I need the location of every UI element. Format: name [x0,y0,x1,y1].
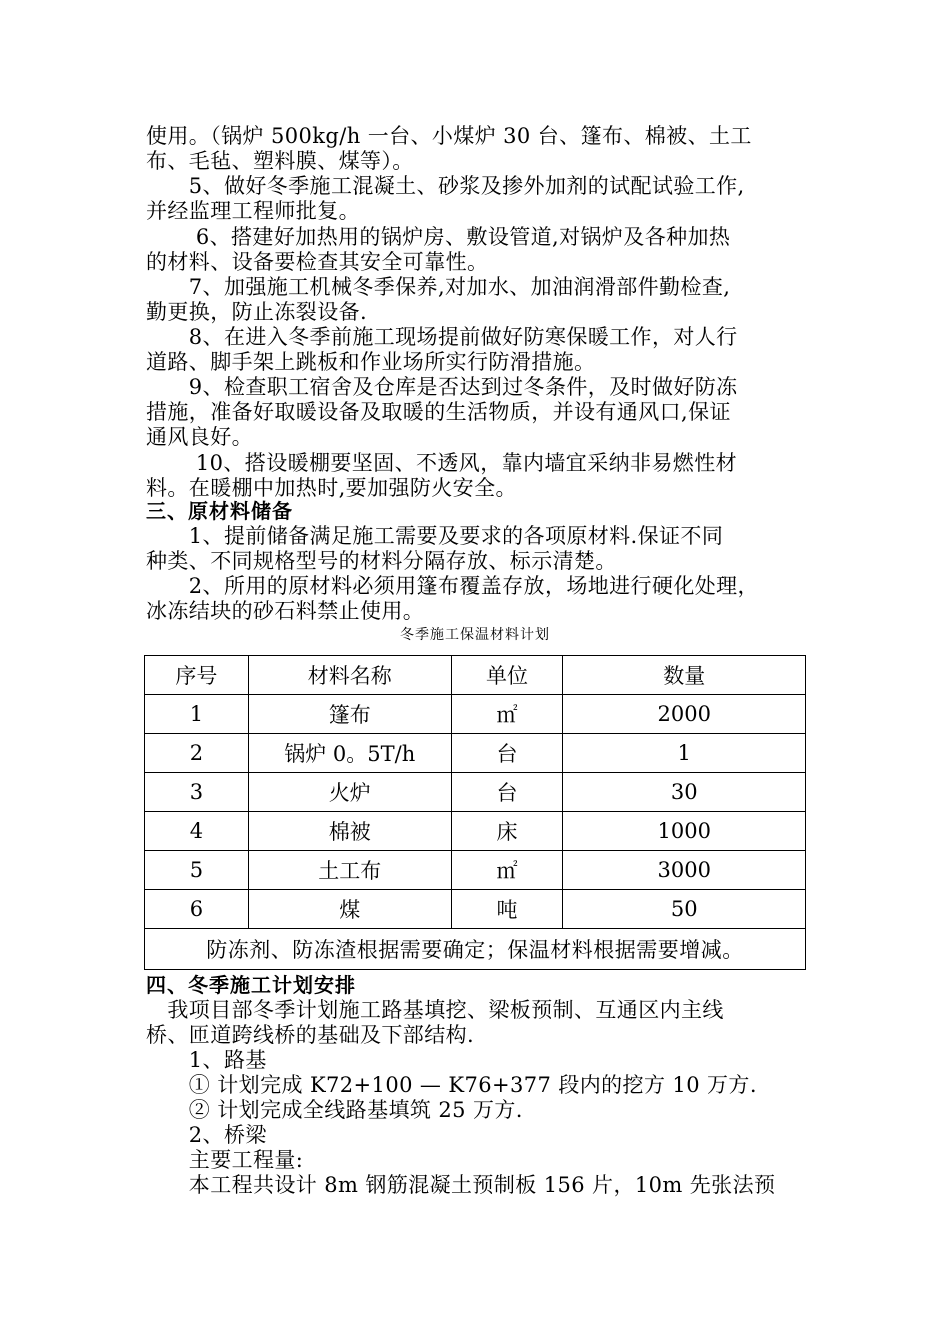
table-row [145,734,806,773]
table-cell: 3 [145,773,249,812]
paragraph-line: 通风良好。 [146,425,253,449]
paragraph-line: 的材料、设备要检查其安全可靠性。 [146,250,489,274]
table-cell: 3000 [563,851,806,890]
table-cell: 吨 [451,890,563,929]
paragraph-line: 我项目部冬季计划施工路基填挖、梁板预制、互通区内主线 [146,998,724,1022]
table-cell: 土工布 [248,851,451,890]
paragraph-line: 料。在暖棚中加热时,要加强防火安全。 [146,476,517,500]
table-header-row [145,656,806,695]
paragraph-line: 本工程共设计 8m 钢筋混凝土预制板 156 片，10m 先张法预 [146,1173,776,1197]
table-cell: 30 [563,773,806,812]
paragraph-line: 勤更换，防止冻裂设备. [146,300,368,324]
paragraph-line: 桥、匝道跨线桥的基础及下部结构. [146,1023,475,1047]
table-cell: 煤 [248,890,451,929]
table-row [145,890,806,929]
paragraph-line: 使用。（锅炉 500kg/h 一台、小煤炉 30 台、篷布、棉被、土工 [146,124,752,148]
table-cell: 6 [145,890,249,929]
table-note: 防冻剂、防冻渣根据需要确定；保温材料根据需要增减。 [145,929,806,970]
table-cell: 2000 [563,695,806,734]
paragraph-line: 道路、脚手架上跳板和作业场所实行防滑措施。 [146,350,596,374]
table-cell: 2 [145,734,249,773]
header-cell: 材料名称 [248,656,451,695]
table-cell: 50 [563,890,806,929]
table-cell: 4 [145,812,249,851]
table-row [145,695,806,734]
header-cell: 序号 [145,656,249,695]
paragraph-line: 6、搭建好加热用的锅炉房、敷设管道,对锅炉及各种加热 [146,225,731,249]
table-caption: 冬季施工保温材料计划 [400,627,550,643]
paragraph-line: 10、搭设暖棚要坚固、不透风，靠内墙宜采纳非易燃性材 [146,451,737,475]
paragraph-line: ② 计划完成全线路基填筑 25 万方. [146,1098,523,1122]
table-cell: 台 [451,734,563,773]
table-cell: ㎡ [451,851,563,890]
paragraph-line: 布、毛毡、塑料膜、煤等）。 [146,149,414,173]
paragraph-line: 1、提前储备满足施工需要及要求的各项原材料.保证不同 [146,524,724,548]
table-cell: 床 [451,812,563,851]
paragraph-line: 2、所用的原材料必须用篷布覆盖存放，场地进行硬化处理， [146,574,759,598]
table-cell: 台 [451,773,563,812]
paragraph-line: 并经监理工程师批复。 [146,199,360,223]
paragraph-line: 种类、不同规格型号的材料分隔存放、标示清楚。 [146,549,617,573]
paragraph-line: 措施，准备好取暖设备及取暖的生活物质，并设有通风口,保证 [146,400,731,424]
table-cell: 篷布 [248,695,451,734]
paragraph-line: 8、在进入冬季前施工现场提前做好防寒保暖工作，对人行 [146,325,738,349]
table-row [145,773,806,812]
paragraph-line: 1、路基 [146,1048,267,1072]
table-row [145,851,806,890]
paragraph-line: 冰冻结块的砂石料禁止使用。 [146,599,425,623]
table-cell: 棉被 [248,812,451,851]
table-cell: 锅炉 0。5T/h [248,734,451,773]
table-cell: 火炉 [248,773,451,812]
table-row [145,812,806,851]
paragraph-line: 5、做好冬季施工混凝土、砂浆及掺外加剂的试配试验工作, [146,174,745,198]
table-cell: 1000 [563,812,806,851]
table-cell: ㎡ [451,695,563,734]
header-cell: 数量 [563,656,806,695]
paragraph-line: 2、桥梁 [146,1123,267,1147]
table-cell: 1 [145,695,249,734]
section-heading: 三、原材料储备 [146,499,293,523]
paragraph-line: 9、检查职工宿舍及仓库是否达到过冬条件，及时做好防冻 [146,375,738,399]
section-heading: 四、冬季施工计划安排 [146,973,356,997]
table-cell: 1 [563,734,806,773]
table-note-row [145,929,806,970]
paragraph-line: ① 计划完成 K72+100 — K76+377 段内的挖方 10 万方. [146,1073,757,1097]
table-cell: 5 [145,851,249,890]
materials-table [144,655,806,970]
paragraph-line: 主要工程量: [146,1148,304,1172]
header-cell: 单位 [451,656,563,695]
paragraph-line: 7、加强施工机械冬季保养,对加水、加油润滑部件勤检查, [146,275,731,299]
